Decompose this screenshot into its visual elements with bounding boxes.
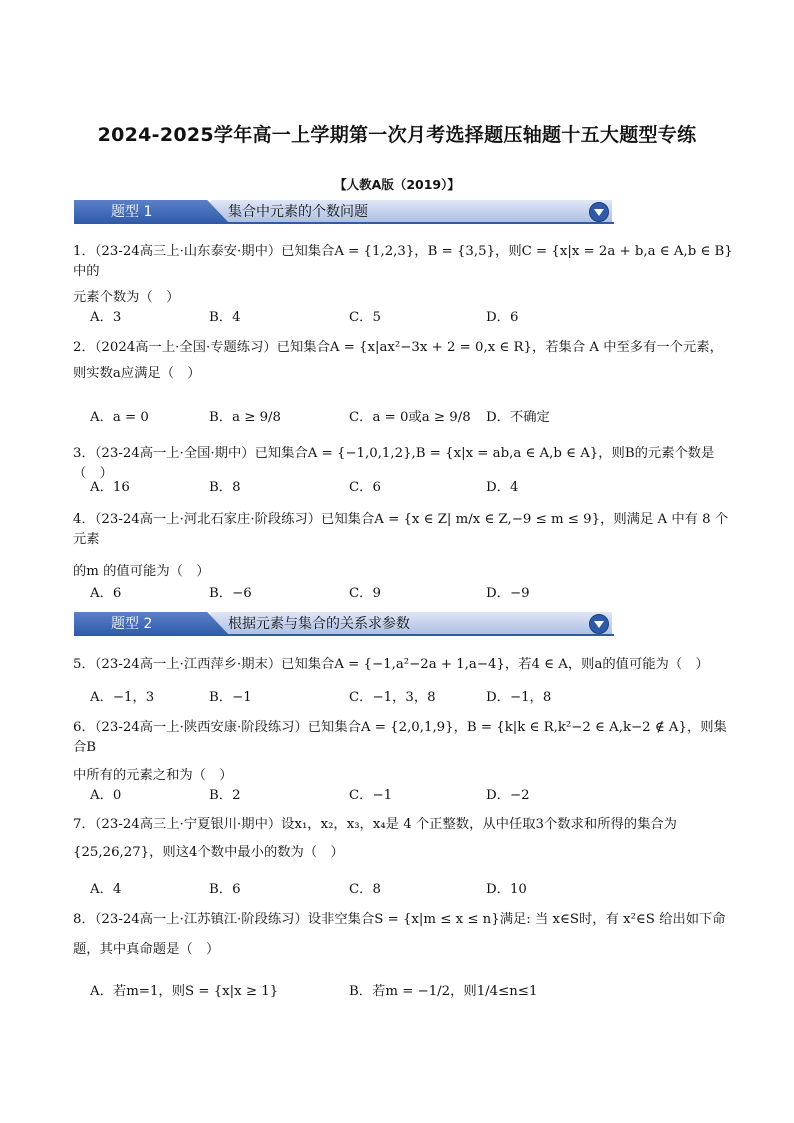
- question-text: （2024高一上·全国·专题练习）已知集合A = {x|ax²−3x + 2 = 0,x ∈ R}，若集合 A 中至多有一个元素，: [94, 340, 723, 355]
- option-c[interactable]: C．9: [349, 586, 381, 601]
- option-d[interactable]: D．不确定: [486, 410, 550, 425]
- question-4: [73, 510, 733, 582]
- question-text-cont: 元素个数为（ ）: [73, 290, 180, 305]
- option-b[interactable]: B．a ≥ 9/8: [209, 410, 281, 425]
- section-label: 根据元素与集合的关系求参数: [228, 616, 410, 632]
- question-text-cont: 题，其中真命题是（ ）: [73, 942, 220, 957]
- question-number: 4．: [73, 512, 95, 527]
- option-a[interactable]: A．4: [90, 882, 122, 897]
- section-tab: 题型 2: [74, 612, 192, 636]
- option-b[interactable]: B．2: [209, 788, 241, 803]
- section-tab: 题型 1: [74, 200, 192, 224]
- option-a[interactable]: A．16: [90, 480, 130, 495]
- option-a[interactable]: A．若m=1，则S = {x|x ≥ 1}: [90, 984, 279, 999]
- section-banner-2: [74, 612, 614, 636]
- section-label: 集合中元素的个数问题: [228, 204, 368, 220]
- section-banner-1: [74, 200, 614, 224]
- option-c[interactable]: C．−1，3，8: [349, 690, 436, 705]
- option-d[interactable]: D．10: [486, 882, 527, 897]
- collapse-chevron-icon[interactable]: [589, 202, 609, 222]
- option-c[interactable]: C．6: [349, 480, 381, 495]
- page-subtitle: 【人教A版（2019）】: [334, 177, 460, 192]
- collapse-chevron-icon[interactable]: [589, 614, 609, 634]
- question-5: [73, 655, 733, 675]
- option-b[interactable]: B．6: [209, 882, 241, 897]
- banner-rule: [74, 222, 614, 224]
- page-title: 2024-2025学年高一上学期第一次月考选择题压轴题十五大题型专练: [97, 124, 697, 146]
- option-b[interactable]: B．−6: [209, 586, 252, 601]
- question-number: 2．: [73, 340, 95, 355]
- option-a[interactable]: A．0: [90, 788, 122, 803]
- question-2: [73, 338, 733, 384]
- option-b[interactable]: B．若m = −1/2，则1/4≤n≤1: [349, 984, 538, 999]
- question-text-cont: 则实数a应满足（ ）: [73, 366, 201, 381]
- question-number: 7．: [73, 817, 95, 832]
- option-a[interactable]: A．−1，3: [90, 690, 155, 705]
- question-text: （23-24高一上·江西萍乡·期末）已知集合A = {−1,a²−2a + 1,a−4}，若4 ∈ A，则a的值可能为（ ）: [94, 657, 709, 672]
- option-a[interactable]: A．3: [90, 310, 122, 325]
- question-text-cont: {25,26,27}，则这4个数中最小的数为（ ）: [73, 845, 344, 860]
- question-text: （23-24高一上·陕西安康·阶段练习）已知集合A = {2,0,1,9}，B = {k|k ∈ R,k²−2 ∈ A,k−2 ∉ A}，则集合B: [73, 720, 727, 755]
- question-2-options: [90, 406, 730, 426]
- question-1: [73, 242, 733, 308]
- question-1-options: [90, 306, 730, 326]
- question-7: [73, 815, 733, 863]
- option-c[interactable]: C．−1: [349, 788, 393, 803]
- question-number: 3．: [73, 446, 95, 461]
- option-d[interactable]: D．−2: [486, 788, 530, 803]
- question-text: （23-24高一上·河北石家庄·阶段练习）已知集合A = {x ∈ Z| m/x ∈ Z,−9 ≤ m ≤ 9}，则满足 A 中有 8 个元素: [73, 512, 729, 547]
- question-number: 6．: [73, 720, 95, 735]
- question-number: 5．: [73, 657, 95, 672]
- question-number: 1．: [73, 244, 95, 259]
- banner-rule: [74, 634, 614, 636]
- question-8-options: [90, 980, 730, 1000]
- question-3-options: [90, 476, 730, 496]
- question-7-options: [90, 878, 730, 898]
- option-b[interactable]: B．4: [209, 310, 241, 325]
- option-c[interactable]: C．8: [349, 882, 381, 897]
- question-number: 8．: [73, 912, 95, 927]
- option-d[interactable]: D．−9: [486, 586, 530, 601]
- option-d[interactable]: D．6: [486, 310, 519, 325]
- option-c[interactable]: C．5: [349, 310, 381, 325]
- option-a[interactable]: A．a = 0: [90, 410, 149, 425]
- question-4-options: [90, 582, 730, 602]
- option-a[interactable]: A．6: [90, 586, 122, 601]
- question-6-options: [90, 784, 730, 804]
- option-d[interactable]: D．−1，8: [486, 690, 552, 705]
- question-text-cont: 中所有的元素之和为（ ）: [73, 768, 233, 783]
- option-b[interactable]: B．8: [209, 480, 241, 495]
- question-6: [73, 718, 733, 786]
- question-text-cont: 的m 的值可能为（ ）: [73, 564, 210, 579]
- option-d[interactable]: D．4: [486, 480, 519, 495]
- option-c[interactable]: C．a = 0或a ≥ 9/8: [349, 410, 471, 425]
- question-text: （23-24高一上·全国·期中）已知集合A = {−1,0,1,2},B = {x|x = ab,a ∈ A,b ∈ A}，则B的元素个数是（ ）: [73, 446, 715, 481]
- question-text: （23-24高三上·宁夏银川·期中）设x₁，x₂，x₃，x₄是 4 个正整数，从中任取3个数求和所得的集合为: [94, 817, 677, 832]
- option-b[interactable]: B．−1: [209, 690, 252, 705]
- question-text: （23-24高一上·江苏镇江·阶段练习）设非空集合S = {x|m ≤ x ≤ n}满足: 当 x∈S时，有 x²∈S 给出如下命: [94, 912, 726, 927]
- question-8: [73, 910, 733, 960]
- question-5-options: [90, 686, 730, 706]
- question-text: （23-24高三上·山东泰安·期中）已知集合A = {1,2,3}，B = {3,5}，则C = {x|x = 2a + b,a ∈ A,b ∈ B}中的: [73, 244, 733, 279]
